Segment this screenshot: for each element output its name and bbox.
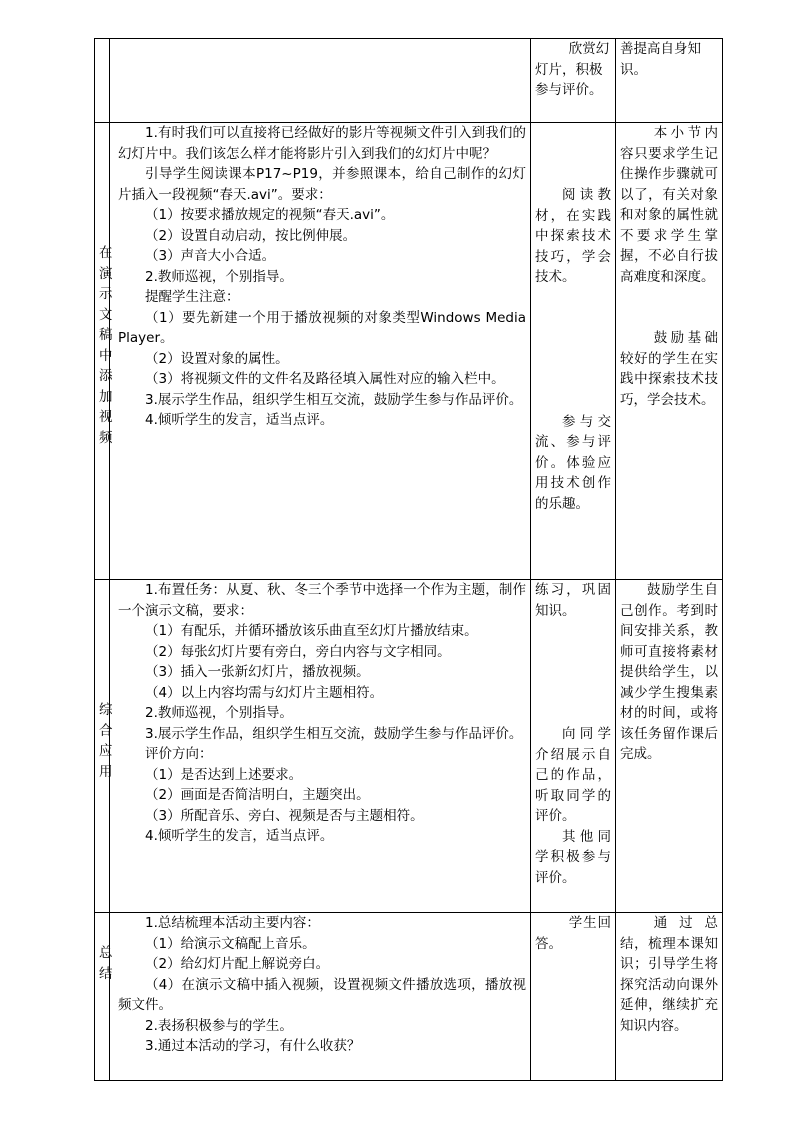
teacher-activity-text: 2.教师巡视，个别指导。 [145,268,293,285]
stage-label: 总结 [99,945,113,982]
teacher-activity-text: （1）按要求播放规定的视频“春天.avi”。 [145,207,395,223]
teacher-activity-text: （1）有配乐，并循环播放该乐曲直至幻灯片播放结束。 [145,623,478,639]
teacher-activity-text: （2）画面是否简洁明白，主题突出。 [145,787,370,803]
lesson-plan-table [94,38,723,1081]
student-activity-text: 学生回答。 [535,915,611,952]
design-intent-text: 鼓励基础较好的学生在实践中探索技术技巧，学会技术。 [620,330,718,408]
teacher-activity-text: （2）设置自动启动，按比例伸展。 [145,227,357,244]
teacher-activity-text: （2）给幻灯片配上解说旁白。 [145,956,330,972]
teacher-activity-text: （3）插入一张新幻灯片，播放视频。 [145,664,370,680]
student-activity-text: 其他同学积极参与评价。 [535,828,611,886]
table-row [95,123,723,580]
teacher-activity-text: （3）声音大小合适。 [145,248,276,264]
teacher-activity-text: 2.表扬积极参与的学生。 [145,1017,293,1034]
teacher-activity-text: 3.展示学生作品，组织学生相互交流，鼓励学生参与作品评价。 [145,391,523,408]
table-row [95,580,723,913]
teacher-activity-text: 3.通过本活动的学习，有什么收获？ [145,1038,361,1054]
teacher-activity-cell [110,123,531,580]
teacher-activity-text: （1）是否达到上述要求。 [145,766,303,783]
student-activity-text: 欣赏幻灯片，积极参与评价。 [535,41,610,98]
teacher-activity-text: 4.倾听学生的发言，适当点评。 [145,828,334,844]
student-activity-cell [531,580,616,913]
teacher-activity-text: 提醒学生注意： [145,289,240,305]
student-activity-text: 练习，巩固知识。 [535,582,611,619]
teacher-activity-text: （4）以上内容均需与幻灯片主题相符。 [145,684,384,701]
student-activity-text: 向同学介绍展示自己的作品，听取同学的评价。 [535,726,611,824]
teacher-activity-text: （2）每张幻灯片要有旁白，旁白内容与文字相同。 [145,643,451,660]
teacher-activity-text: （2）设置对象的属性。 [145,350,289,367]
stage-cell [95,123,113,580]
design-intent-cell [616,123,723,580]
student-activity-cell [531,39,616,123]
design-intent-cell [616,39,723,123]
student-activity-cell [531,123,616,580]
student-activity-cell [531,913,616,1081]
table-row [95,39,723,123]
stage-label: 综合应用 [99,702,113,780]
teacher-activity-text: 1.有时我们可以直接将已经做好的影片等视频文件引入到我们的幻灯片中。我们该怎么样才能将影片引入到我们的幻灯片中呢？ [118,125,526,162]
teacher-activity-cell [110,39,531,123]
teacher-activity-text: 3.展示学生作品，组织学生相互交流，鼓励学生参与作品评价。 [145,725,523,742]
stage-cell [95,913,113,1081]
student-activity-text: 参与交流、参与评价。体验应用技术创作的乐趣。 [535,413,611,512]
teacher-activity-text: 1.总结梳理本活动主要内容： [145,915,320,931]
stage-cell [95,39,110,123]
teacher-activity-text: 引导学生阅读课本P17~P19，并参照课本，给自己制作的幻灯片插入一段视频“春天.avi”。要求： [118,166,526,203]
design-intent-cell [616,913,723,1081]
teacher-activity-text: （4）在演示文稿中插入视频，设置视频文件播放选项，播放视频文件。 [118,976,526,1013]
design-intent-text: 本小节内容只要求学生记住操作步骤就可以了，有关对象和对象的属性就不要求学生掌握，不必自行拔高难度和深度。 [620,125,718,285]
design-intent-text: 善提高自身知识。 [620,41,701,78]
teacher-activity-text: 4.倾听学生的发言，适当点评。 [145,412,334,428]
teacher-activity-text: 1.布置任务：从夏、秋、冬三个季节中选择一个作为主题，制作一个演示文稿，要求： [118,582,526,619]
teacher-activity-text: （3）所配音乐、旁白、视频是否与主题相符。 [145,807,424,824]
teacher-activity-text: 评价方向： [145,746,213,762]
teacher-activity-text: （3）将视频文件的文件名及路径填入属性对应的输入栏中。 [145,371,505,387]
teacher-activity-text: 2.教师巡视，个别指导。 [145,705,293,721]
teacher-activity-cell [110,580,531,913]
teacher-activity-text: （1）给演示文稿配上音乐。 [145,935,316,952]
design-intent-text: 通过总结，梳理本课知识；引导学生将探究活动向课外延伸，继续扩充知识内容。 [620,915,718,1034]
teacher-activity-text: （1）要先新建一个用于播放视频的对象类型Windows Media Player。 [118,309,526,346]
teacher-activity-cell [110,913,531,1081]
design-intent-text: 鼓励学生自己创作。考到时间安排关系，教师可直接将素材提供给学生，以减少学生搜集素材的时间，或将该任务留作课后完成。 [620,582,718,762]
stage-label: 在演示文稿中添加视频 [99,245,113,446]
student-activity-text: 阅读教材，在实践中探索技术技巧，学会技术。 [535,187,611,285]
design-intent-cell [616,580,723,913]
table-row [95,913,723,1081]
stage-cell [95,580,113,913]
